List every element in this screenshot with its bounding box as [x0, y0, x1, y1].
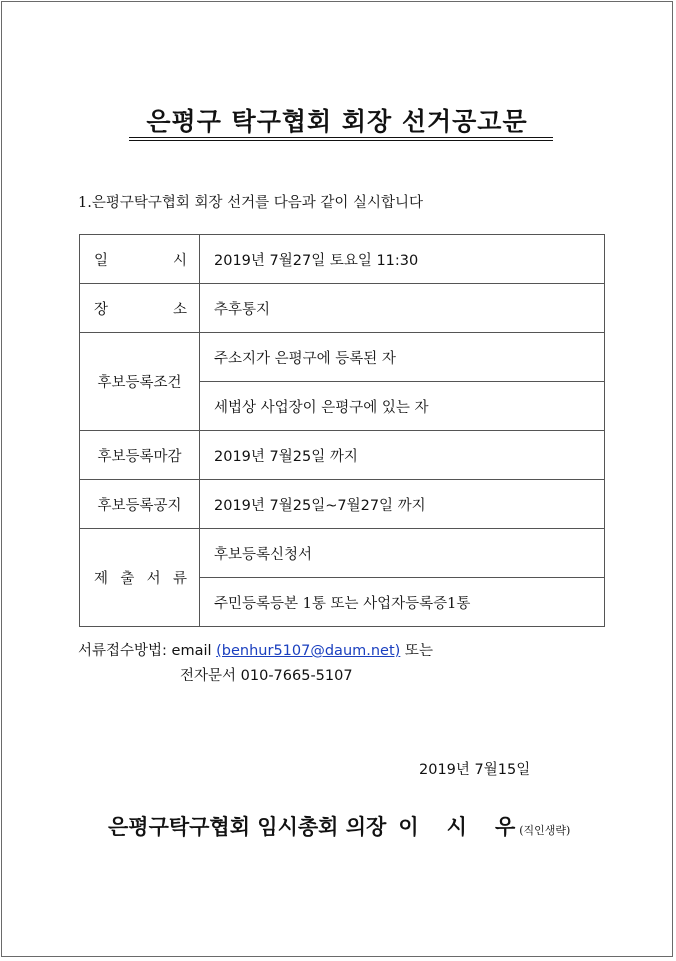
intro-text: 1.은평구탁구협회 회장 선거를 다음과 같이 실시합니다 — [78, 195, 424, 211]
submission-email-prefix: : email — [162, 643, 217, 659]
date-label-cell — [80, 235, 200, 284]
table-row — [80, 431, 605, 480]
submission-suffix: 또는 — [400, 643, 433, 659]
table-row — [80, 480, 605, 529]
election-info-table — [79, 234, 605, 627]
documents-label-char: 서 — [146, 571, 161, 587]
documents-label-char: 제 — [94, 571, 109, 587]
condition-label: 후보등록조건 — [80, 333, 200, 431]
notice-value: 2019년 7월25일~7월27일 까지 — [200, 480, 605, 529]
seal-omitted-note: (직인생략) — [519, 824, 571, 837]
submission-label: 서류접수방법 — [78, 643, 163, 659]
condition-value-2: 세법상 사업장이 은평구에 있는 자 — [200, 382, 605, 431]
documents-label-char: 류 — [172, 571, 187, 587]
title-underline-bottom — [129, 140, 553, 141]
signature — [108, 811, 570, 841]
table-row — [80, 284, 605, 333]
signature-name-char: 우 — [494, 814, 516, 839]
deadline-label: 후보등록마감 — [80, 431, 200, 480]
table-row — [80, 529, 605, 578]
table-row — [80, 333, 605, 382]
signature-name-char: 이 — [398, 814, 419, 839]
notice-label: 후보등록공지 — [80, 480, 200, 529]
documents-value-2: 주민등록등본 1통 또는 사업자등록증1통 — [200, 578, 605, 627]
documents-value-1: 후보등록신청서 — [200, 529, 605, 578]
signature-org: 은평구탁구협회 임시총회 의장 — [108, 814, 387, 839]
condition-value-1: 주소지가 은평구에 등록된 자 — [200, 333, 605, 382]
email-link[interactable]: (benhur5107@daum.net) — [216, 643, 401, 659]
place-value: 추후통지 — [200, 284, 605, 333]
documents-label-char: 출 — [120, 571, 135, 587]
title-underline-top — [129, 137, 553, 138]
signature-name-char: 시 — [446, 814, 467, 839]
place-label-char: 장 — [94, 301, 109, 318]
place-label-cell — [80, 284, 200, 333]
submission-method — [78, 639, 433, 660]
issue-date: 2019년 7월15일 — [419, 762, 531, 778]
notice-page — [1, 1, 673, 957]
deadline-value: 2019년 7월25일 까지 — [200, 431, 605, 480]
documents-label-cell — [80, 529, 200, 627]
date-label-char: 시 — [172, 252, 187, 269]
submission-phone: 전자문서 010-7665-5107 — [180, 668, 353, 684]
place-label-char: 소 — [172, 301, 187, 318]
table-row — [80, 235, 605, 284]
page-title: 은평구 탁구협회 회장 선거공고문 — [146, 107, 528, 136]
date-value: 2019년 7월27일 토요일 11:30 — [200, 235, 605, 284]
date-label-char: 일 — [94, 252, 109, 269]
